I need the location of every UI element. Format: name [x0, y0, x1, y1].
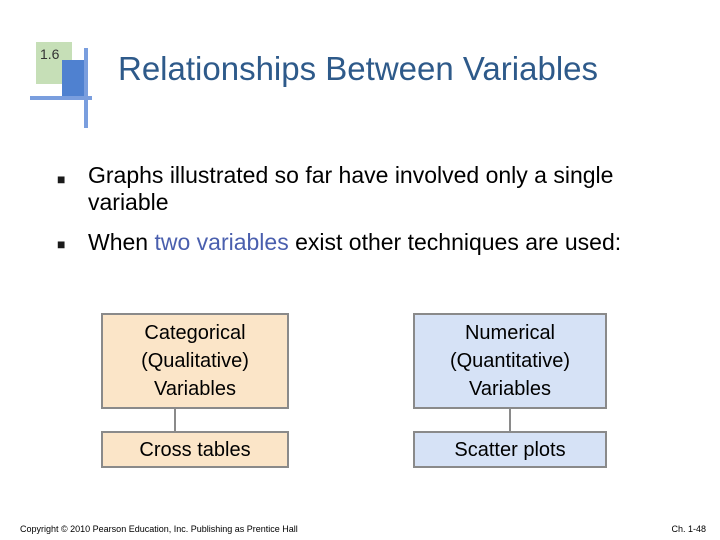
- cross-tables-box: [101, 431, 289, 468]
- bullet-2-suffix: exist other techniques are used:: [288, 229, 622, 255]
- bullet-2-text: [88, 229, 688, 256]
- numerical-variables-box: [413, 313, 607, 409]
- corner-decoration-bar-horizontal: [30, 96, 92, 100]
- bullet-1-text: Graphs illustrated so far have involved only a single variable: [88, 162, 614, 215]
- cross-tables-label: Cross tables: [139, 438, 251, 461]
- connector-numerical: [509, 409, 511, 431]
- corner-decoration-bar-vertical: [84, 48, 88, 128]
- bullet-2-prefix: When: [88, 229, 155, 255]
- slide-title: Relationships Between Variables: [118, 50, 598, 87]
- numerical-variables-label: Numerical (Quantitative) Variables: [449, 322, 571, 400]
- scatter-plots-box: [413, 431, 607, 468]
- footer-page-number: Ch. 1-48: [671, 524, 706, 534]
- categorical-variables-label: Categorical (Qualitative) Variables: [141, 322, 249, 400]
- scatter-plots-label: Scatter plots: [454, 438, 566, 461]
- corner-decoration-blue: [62, 60, 86, 100]
- bullet-marker-icon: ■: [57, 171, 66, 187]
- section-number: 1.6: [40, 46, 60, 62]
- categorical-variables-box: [101, 313, 289, 409]
- connector-categorical: [174, 409, 176, 431]
- bullet-2-highlight: two variables: [154, 229, 289, 255]
- footer-copyright: Copyright © 2010 Pearson Education, Inc. Publishing as Prentice Hall: [20, 524, 298, 534]
- bullet-marker-icon: ■: [57, 236, 66, 252]
